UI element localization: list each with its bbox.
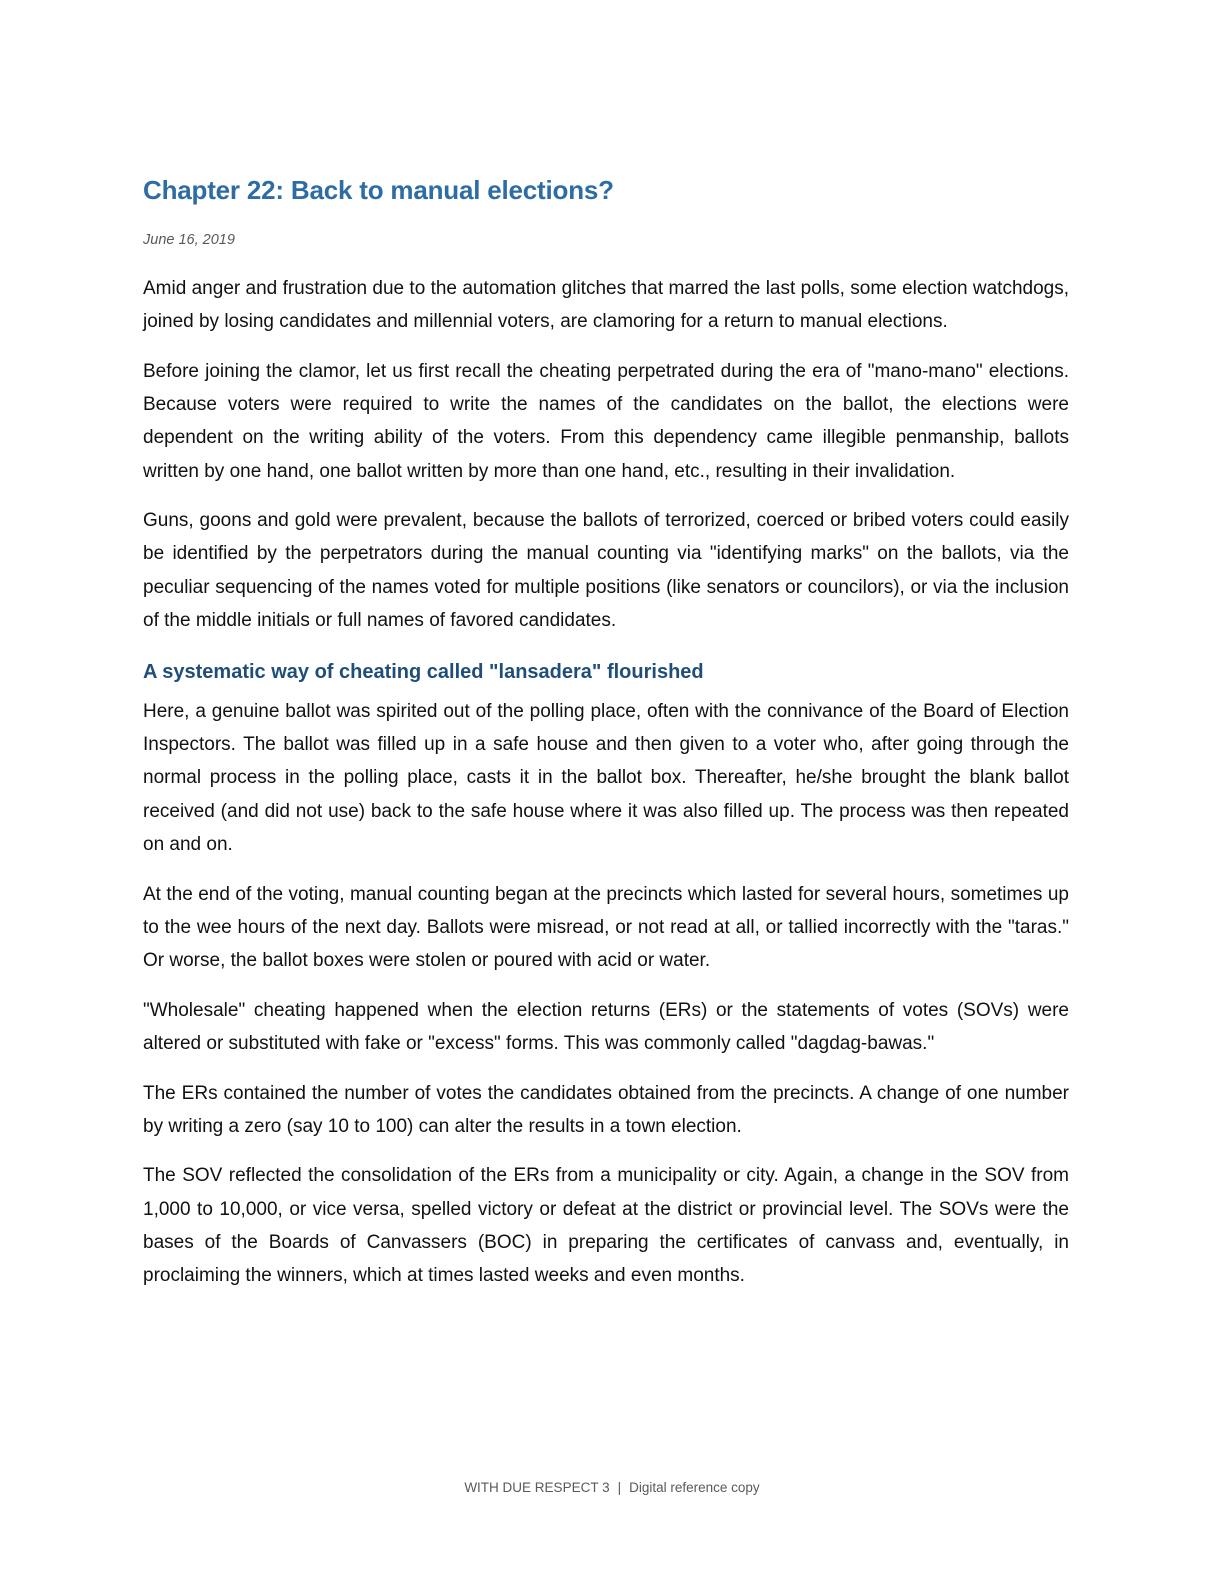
paragraph: The ERs contained the number of votes the candidates obtained from the precincts. A change of one number by writing a zero (say 10 to 100) can alter the results in a town election. [143, 1082, 1069, 1137]
footer-note: Digital reference copy [629, 1480, 760, 1495]
paragraph: The SOV reflected the consolidation of the ERs from a municipality or city. Again, a change in the SOV from 1,000 to 10,000, or vice versa, spelled victory or defeat at the district or provincial level. The SOVs were the bases of the Boards of Canvassers (BOC) in preparing the certificates of canvass and, eventually, in proclaiming the winners, which at times lasted weeks and even months. [143, 1165, 1069, 1287]
publication-date: June 16, 2019 [143, 232, 235, 248]
paragraph: Before joining the clamor, let us first recall the cheating perpetrated during the era of "mano-mano" elections. Because voters were required to write the names of the candidates on the ballot, the elections were dependent on the writing ability of the voters. From this dependency came illegible penmanship, ballots written by one hand, one ballot written by more than one hand, etc., resulting in their invalidation. [143, 360, 1069, 482]
section-heading: A systematic way of cheating called "lansadera" flourished [143, 661, 704, 684]
paragraph: Here, a genuine ballot was spirited out of the polling place, often with the connivance of the Board of Election Inspectors. The ballot was filled up in a safe house and then given to a voter who, after going through the normal process in the polling place, casts it in the ballot box. Thereafter, he/she brought the blank ballot received (and did not use) back to the safe house where it was also filled up. The process was then repeated on and on. [143, 701, 1069, 855]
page-footer [0, 1478, 1224, 1498]
paragraph: Guns, goons and gold were prevalent, because the ballots of terrorized, coerced or bribed voters could easily be identified by the perpetrators during the manual counting via "identifying marks" on the ballots, via the peculiar sequencing of the names voted for multiple positions (like senators or councilors), or via the inclusion of the middle initials or full names of favored candidates. [143, 510, 1069, 631]
paragraph: At the end of the voting, manual counting began at the precincts which lasted for several hours, sometimes up to the wee hours of the next day. Ballots were misread, or not read at all, or tallied incorrectly with the "taras." Or worse, the ballot boxes were stolen or poured with acid or water. [143, 883, 1069, 971]
paragraph: "Wholesale" cheating happened when the election returns (ERs) or the statements of votes (SOVs) were altered or substituted with fake or "excess" forms. This was commonly called "dagdag-bawas." [143, 999, 1069, 1054]
footer-separator: | [617, 1480, 622, 1495]
footer-book-title: WITH DUE RESPECT 3 [464, 1480, 610, 1495]
paragraph: Amid anger and frustration due to the automation glitches that marred the last polls, some election watchdogs, joined by losing candidates and millennial voters, are clamoring for a return to manual elections. [143, 278, 1069, 333]
document-page [143, 170, 1069, 1309]
chapter-title: Chapter 22: Back to manual elections? [143, 175, 614, 205]
